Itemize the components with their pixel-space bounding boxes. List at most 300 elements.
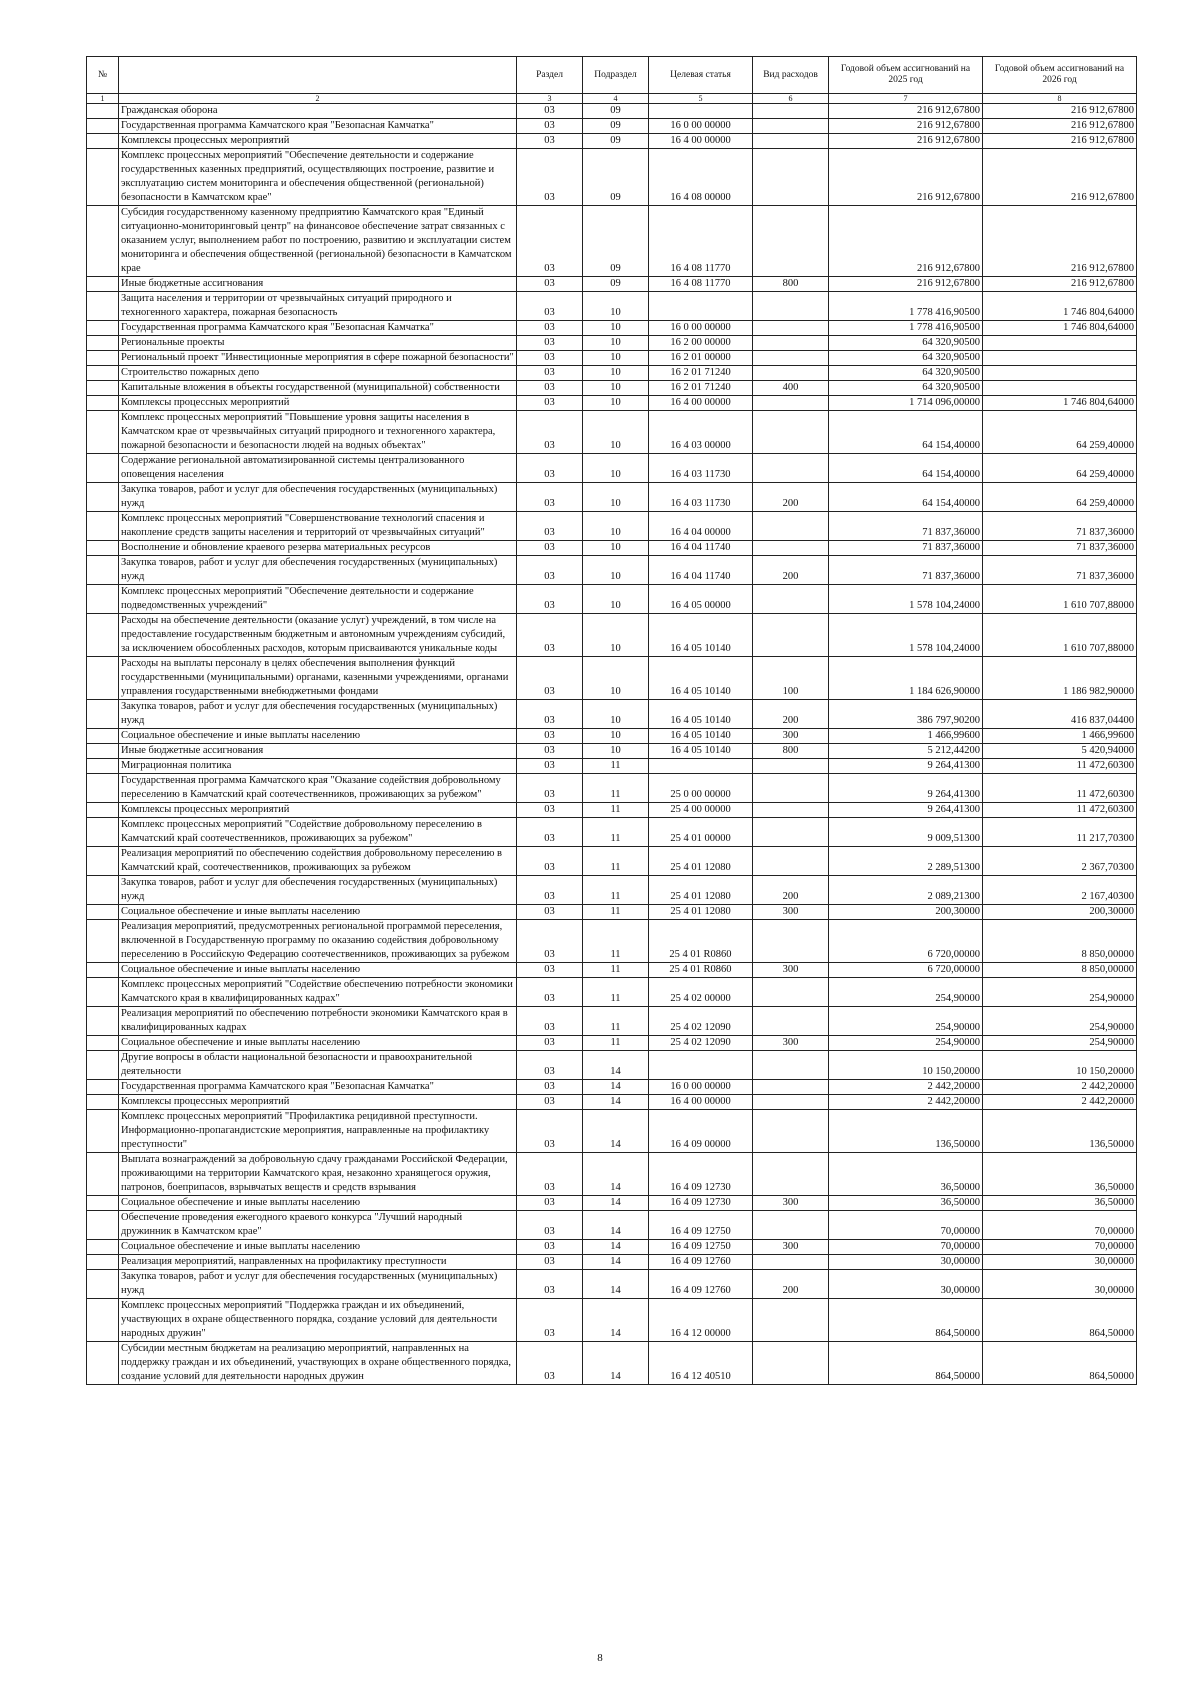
cell-podrazdel: 09 — [583, 134, 649, 149]
cell-name: Реализация мероприятий по обеспечению содействия добровольному переселению в Камчатский край, соотечественников, проживающих за рубежом — [119, 847, 517, 876]
cell-name: Социальное обеспечение и иные выплаты населению — [119, 1036, 517, 1051]
cell-name: Социальное обеспечение и иные выплаты населению — [119, 1240, 517, 1255]
cell-podrazdel: 11 — [583, 1036, 649, 1051]
cell-podrazdel: 10 — [583, 700, 649, 729]
cell-num — [87, 541, 119, 556]
cell-name: Закупка товаров, работ и услуг для обеспечения государственных (муниципальных) нужд — [119, 556, 517, 585]
cell-podrazdel: 09 — [583, 206, 649, 277]
table-row — [87, 556, 1137, 585]
cell-amount-2025: 1 578 104,24000 — [829, 614, 983, 657]
cell-num — [87, 454, 119, 483]
cell-podrazdel: 10 — [583, 541, 649, 556]
cell-expense-type — [753, 411, 829, 454]
cell-name: Региональные проекты — [119, 336, 517, 351]
table-body — [87, 104, 1137, 1385]
cell-podrazdel: 09 — [583, 104, 649, 119]
cell-podrazdel: 14 — [583, 1095, 649, 1110]
cell-amount-2025: 30,00000 — [829, 1255, 983, 1270]
table-row — [87, 206, 1137, 277]
cell-razdel: 03 — [517, 321, 583, 336]
cell-name: Закупка товаров, работ и услуг для обеспечения государственных (муниципальных) нужд — [119, 700, 517, 729]
cell-amount-2025: 9 009,51300 — [829, 818, 983, 847]
column-index: 5 — [649, 94, 753, 104]
cell-num — [87, 1153, 119, 1196]
cell-expense-type — [753, 149, 829, 206]
cell-amount-2026: 71 837,36000 — [983, 512, 1137, 541]
cell-amount-2025: 386 797,90200 — [829, 700, 983, 729]
cell-amount-2025: 254,90000 — [829, 1036, 983, 1051]
cell-expense-type — [753, 1342, 829, 1385]
cell-name: Государственная программа Камчатского края "Безопасная Камчатка" — [119, 119, 517, 134]
cell-amount-2025: 9 264,41300 — [829, 759, 983, 774]
cell-amount-2026: 30,00000 — [983, 1255, 1137, 1270]
cell-expense-type: 200 — [753, 1270, 829, 1299]
cell-amount-2025: 200,30000 — [829, 905, 983, 920]
cell-amount-2026: 71 837,36000 — [983, 541, 1137, 556]
cell-amount-2025: 64 154,40000 — [829, 411, 983, 454]
cell-razdel: 03 — [517, 1299, 583, 1342]
cell-amount-2026: 10 150,20000 — [983, 1051, 1137, 1080]
cell-target-article — [649, 759, 753, 774]
cell-amount-2025: 864,50000 — [829, 1299, 983, 1342]
cell-amount-2025: 71 837,36000 — [829, 541, 983, 556]
cell-target-article: 16 4 09 12750 — [649, 1240, 753, 1255]
cell-razdel: 03 — [517, 876, 583, 905]
cell-podrazdel: 11 — [583, 978, 649, 1007]
cell-amount-2025: 64 154,40000 — [829, 454, 983, 483]
cell-razdel: 03 — [517, 1255, 583, 1270]
cell-podrazdel: 11 — [583, 905, 649, 920]
header-name — [119, 57, 517, 94]
cell-razdel: 03 — [517, 512, 583, 541]
cell-amount-2025: 5 212,44200 — [829, 744, 983, 759]
cell-podrazdel: 14 — [583, 1240, 649, 1255]
cell-name: Выплата вознаграждений за добровольную сдачу гражданами Российской Федерации, проживающими на территории Камчатского края, незаконно хранящегося оружия, патронов, боеприпасов, взрывчатых веществ и средств взрывания — [119, 1153, 517, 1196]
cell-amount-2026: 216 912,67800 — [983, 277, 1137, 292]
cell-target-article: 16 4 05 10140 — [649, 744, 753, 759]
cell-amount-2026: 216 912,67800 — [983, 149, 1137, 206]
table-row — [87, 847, 1137, 876]
cell-num — [87, 411, 119, 454]
cell-amount-2026: 1 746 804,64000 — [983, 292, 1137, 321]
cell-target-article — [649, 1051, 753, 1080]
cell-expense-type — [753, 366, 829, 381]
cell-num — [87, 920, 119, 963]
cell-expense-type — [753, 1153, 829, 1196]
cell-name: Комплекс процессных мероприятий "Содействие обеспечению потребности экономики Камчатского края в квалифицированных кадрах" — [119, 978, 517, 1007]
cell-expense-type: 300 — [753, 1240, 829, 1255]
cell-name: Закупка товаров, работ и услуг для обеспечения государственных (муниципальных) нужд — [119, 1270, 517, 1299]
cell-num — [87, 351, 119, 366]
cell-amount-2026: 1 746 804,64000 — [983, 396, 1137, 411]
cell-razdel: 03 — [517, 351, 583, 366]
cell-expense-type — [753, 134, 829, 149]
cell-num — [87, 321, 119, 336]
cell-amount-2025: 64 320,90500 — [829, 381, 983, 396]
cell-expense-type: 300 — [753, 1196, 829, 1211]
cell-target-article: 16 4 08 11770 — [649, 206, 753, 277]
cell-amount-2026: 1 746 804,64000 — [983, 321, 1137, 336]
cell-name: Другие вопросы в области национальной безопасности и правоохранительной деятельности — [119, 1051, 517, 1080]
column-index: 1 — [87, 94, 119, 104]
cell-amount-2025: 70,00000 — [829, 1211, 983, 1240]
cell-num — [87, 206, 119, 277]
table-row — [87, 700, 1137, 729]
cell-expense-type — [753, 104, 829, 119]
cell-name: Гражданская оборона — [119, 104, 517, 119]
cell-target-article: 16 4 09 12760 — [649, 1270, 753, 1299]
cell-num — [87, 483, 119, 512]
cell-target-article: 16 4 12 40510 — [649, 1342, 753, 1385]
cell-amount-2025: 64 320,90500 — [829, 336, 983, 351]
table-row — [87, 818, 1137, 847]
cell-razdel: 03 — [517, 614, 583, 657]
cell-target-article: 16 4 04 00000 — [649, 512, 753, 541]
cell-expense-type: 800 — [753, 277, 829, 292]
cell-podrazdel: 11 — [583, 759, 649, 774]
cell-expense-type — [753, 1299, 829, 1342]
cell-amount-2026: 70,00000 — [983, 1211, 1137, 1240]
cell-target-article: 16 4 09 12730 — [649, 1196, 753, 1211]
cell-expense-type: 300 — [753, 905, 829, 920]
cell-num — [87, 803, 119, 818]
cell-num — [87, 1240, 119, 1255]
cell-expense-type — [753, 847, 829, 876]
cell-razdel: 03 — [517, 396, 583, 411]
cell-name: Закупка товаров, работ и услуг для обеспечения государственных (муниципальных) нужд — [119, 483, 517, 512]
cell-razdel: 03 — [517, 1095, 583, 1110]
cell-target-article: 16 4 04 11740 — [649, 541, 753, 556]
cell-razdel: 03 — [517, 277, 583, 292]
cell-num — [87, 381, 119, 396]
table-row — [87, 1080, 1137, 1095]
cell-expense-type: 200 — [753, 876, 829, 905]
table-row — [87, 1036, 1137, 1051]
cell-name: Строительство пожарных депо — [119, 366, 517, 381]
cell-podrazdel: 09 — [583, 277, 649, 292]
cell-podrazdel: 11 — [583, 803, 649, 818]
cell-name: Расходы на выплаты персоналу в целях обеспечения выполнения функций государственными (муниципальными) органами, казенными учреждениями, органами управления государственными внебюджетными фондами — [119, 657, 517, 700]
cell-target-article: 16 2 01 71240 — [649, 381, 753, 396]
cell-num — [87, 1036, 119, 1051]
cell-name: Комплексы процессных мероприятий — [119, 803, 517, 818]
cell-expense-type — [753, 803, 829, 818]
cell-amount-2025: 216 912,67800 — [829, 206, 983, 277]
cell-amount-2026: 2 167,40300 — [983, 876, 1137, 905]
cell-razdel: 03 — [517, 1110, 583, 1153]
cell-podrazdel: 14 — [583, 1080, 649, 1095]
cell-target-article: 16 4 05 10140 — [649, 614, 753, 657]
cell-amount-2026: 216 912,67800 — [983, 134, 1137, 149]
cell-target-article — [649, 292, 753, 321]
cell-amount-2025: 6 720,00000 — [829, 963, 983, 978]
cell-target-article: 16 4 05 10140 — [649, 729, 753, 744]
cell-razdel: 03 — [517, 381, 583, 396]
cell-expense-type — [753, 585, 829, 614]
cell-razdel: 03 — [517, 366, 583, 381]
cell-target-article: 16 4 08 00000 — [649, 149, 753, 206]
cell-amount-2026: 36,50000 — [983, 1196, 1137, 1211]
cell-expense-type: 300 — [753, 1036, 829, 1051]
cell-amount-2026: 64 259,40000 — [983, 411, 1137, 454]
cell-expense-type: 400 — [753, 381, 829, 396]
cell-num — [87, 336, 119, 351]
cell-name: Иные бюджетные ассигнования — [119, 277, 517, 292]
cell-num — [87, 1051, 119, 1080]
cell-podrazdel: 09 — [583, 119, 649, 134]
cell-amount-2026: 216 912,67800 — [983, 206, 1137, 277]
cell-num — [87, 104, 119, 119]
cell-amount-2025: 1 184 626,90000 — [829, 657, 983, 700]
cell-amount-2026: 64 259,40000 — [983, 483, 1137, 512]
cell-target-article: 25 4 02 12090 — [649, 1036, 753, 1051]
cell-podrazdel: 10 — [583, 351, 649, 366]
cell-name: Комплексы процессных мероприятий — [119, 1095, 517, 1110]
cell-expense-type — [753, 920, 829, 963]
cell-podrazdel: 10 — [583, 729, 649, 744]
cell-num — [87, 396, 119, 411]
cell-target-article: 16 2 01 71240 — [649, 366, 753, 381]
cell-razdel: 03 — [517, 729, 583, 744]
cell-num — [87, 277, 119, 292]
cell-podrazdel: 09 — [583, 149, 649, 206]
cell-target-article: 16 4 00 00000 — [649, 396, 753, 411]
cell-amount-2025: 254,90000 — [829, 978, 983, 1007]
cell-name: Государственная программа Камчатского края "Безопасная Камчатка" — [119, 1080, 517, 1095]
cell-amount-2026: 5 420,94000 — [983, 744, 1137, 759]
table-header-row — [87, 57, 1137, 94]
cell-amount-2026 — [983, 336, 1137, 351]
table-row — [87, 321, 1137, 336]
cell-expense-type — [753, 1080, 829, 1095]
cell-podrazdel: 11 — [583, 774, 649, 803]
cell-amount-2025: 2 089,21300 — [829, 876, 983, 905]
cell-num — [87, 905, 119, 920]
table-row — [87, 1007, 1137, 1036]
cell-amount-2025: 2 442,20000 — [829, 1080, 983, 1095]
cell-amount-2026: 11 472,60300 — [983, 759, 1137, 774]
cell-num — [87, 512, 119, 541]
cell-podrazdel: 14 — [583, 1211, 649, 1240]
cell-expense-type — [753, 818, 829, 847]
cell-podrazdel: 14 — [583, 1342, 649, 1385]
cell-razdel: 03 — [517, 963, 583, 978]
cell-amount-2026: 200,30000 — [983, 905, 1137, 920]
table-row — [87, 657, 1137, 700]
cell-num — [87, 774, 119, 803]
cell-podrazdel: 10 — [583, 614, 649, 657]
cell-name: Реализация мероприятий, предусмотренных региональной программой переселения, включенной в Государственную программу по оказанию содействия добровольному переселению в Российскую Федерацию соотечественников, проживающих за рубежом — [119, 920, 517, 963]
cell-razdel: 03 — [517, 104, 583, 119]
cell-razdel: 03 — [517, 759, 583, 774]
cell-amount-2025: 216 912,67800 — [829, 119, 983, 134]
column-index: 7 — [829, 94, 983, 104]
cell-name: Субсидия государственному казенному предприятию Камчатского края "Единый ситуационно-мониторинговый центр" на финансовое обеспечение затрат связанных с оказанием услуг, выполнением работ по построению, развитию и эксплуатации систем мониторинга и обеспечения общественной (региональной) безопасности в Камчатском крае — [119, 206, 517, 277]
table-row — [87, 134, 1137, 149]
table-row — [87, 336, 1137, 351]
cell-target-article: 16 4 12 00000 — [649, 1299, 753, 1342]
table-row — [87, 614, 1137, 657]
cell-podrazdel: 14 — [583, 1270, 649, 1299]
cell-num — [87, 744, 119, 759]
cell-amount-2025: 71 837,36000 — [829, 556, 983, 585]
cell-amount-2026: 254,90000 — [983, 1007, 1137, 1036]
table-row — [87, 978, 1137, 1007]
cell-target-article: 16 4 09 12750 — [649, 1211, 753, 1240]
cell-num — [87, 1255, 119, 1270]
cell-amount-2025: 216 912,67800 — [829, 104, 983, 119]
cell-amount-2025: 70,00000 — [829, 1240, 983, 1255]
cell-name: Комплекс процессных мероприятий "Профилактика рецидивной преступности. Информационно-пропагандистские мероприятия, направленные на профилактику преступности" — [119, 1110, 517, 1153]
cell-podrazdel: 10 — [583, 556, 649, 585]
cell-amount-2025: 2 442,20000 — [829, 1095, 983, 1110]
cell-podrazdel: 14 — [583, 1110, 649, 1153]
cell-amount-2026: 8 850,00000 — [983, 963, 1137, 978]
table-row — [87, 1153, 1137, 1196]
cell-amount-2026: 11 217,70300 — [983, 818, 1137, 847]
cell-name: Социальное обеспечение и иные выплаты населению — [119, 1196, 517, 1211]
cell-podrazdel: 10 — [583, 744, 649, 759]
table-row — [87, 585, 1137, 614]
cell-podrazdel: 14 — [583, 1196, 649, 1211]
cell-name: Закупка товаров, работ и услуг для обеспечения государственных (муниципальных) нужд — [119, 876, 517, 905]
cell-podrazdel: 11 — [583, 920, 649, 963]
cell-target-article: 16 4 03 00000 — [649, 411, 753, 454]
cell-num — [87, 1270, 119, 1299]
cell-name: Реализация мероприятий по обеспечению потребности экономики Камчатского края в квалифицированных кадрах — [119, 1007, 517, 1036]
cell-expense-type — [753, 759, 829, 774]
cell-razdel: 03 — [517, 920, 583, 963]
cell-podrazdel: 11 — [583, 818, 649, 847]
cell-expense-type: 100 — [753, 657, 829, 700]
cell-podrazdel: 10 — [583, 585, 649, 614]
cell-num — [87, 847, 119, 876]
cell-razdel: 03 — [517, 978, 583, 1007]
cell-podrazdel: 11 — [583, 1007, 649, 1036]
header-2026: Годовой объем ассигнований на 2026 год — [983, 57, 1137, 94]
cell-expense-type: 200 — [753, 700, 829, 729]
cell-target-article: 25 4 00 00000 — [649, 803, 753, 818]
cell-num — [87, 614, 119, 657]
table-row — [87, 963, 1137, 978]
cell-podrazdel: 10 — [583, 512, 649, 541]
cell-amount-2025: 30,00000 — [829, 1270, 983, 1299]
cell-amount-2026: 71 837,36000 — [983, 556, 1137, 585]
table-row — [87, 1211, 1137, 1240]
cell-num — [87, 134, 119, 149]
cell-expense-type: 200 — [753, 483, 829, 512]
cell-name: Миграционная политика — [119, 759, 517, 774]
cell-num — [87, 759, 119, 774]
cell-podrazdel: 10 — [583, 657, 649, 700]
cell-target-article: 25 4 01 12080 — [649, 876, 753, 905]
cell-target-article: 16 0 00 00000 — [649, 1080, 753, 1095]
cell-target-article: 25 4 02 00000 — [649, 978, 753, 1007]
cell-num — [87, 1007, 119, 1036]
cell-expense-type — [753, 1007, 829, 1036]
cell-target-article: 25 0 00 00000 — [649, 774, 753, 803]
cell-podrazdel: 11 — [583, 847, 649, 876]
table-row — [87, 1095, 1137, 1110]
cell-target-article: 25 4 01 00000 — [649, 818, 753, 847]
cell-name: Региональный проект "Инвестиционные мероприятия в сфере пожарной безопасности" — [119, 351, 517, 366]
table-row — [87, 292, 1137, 321]
cell-razdel: 03 — [517, 657, 583, 700]
cell-amount-2025: 864,50000 — [829, 1342, 983, 1385]
cell-num — [87, 729, 119, 744]
cell-name: Восполнение и обновление краевого резерва материальных ресурсов — [119, 541, 517, 556]
cell-expense-type — [753, 1095, 829, 1110]
cell-num — [87, 585, 119, 614]
table-row — [87, 803, 1137, 818]
cell-razdel: 03 — [517, 336, 583, 351]
cell-target-article: 16 0 00 00000 — [649, 119, 753, 134]
cell-expense-type — [753, 1255, 829, 1270]
cell-amount-2026: 254,90000 — [983, 1036, 1137, 1051]
page-number: 8 — [597, 1652, 603, 1664]
cell-razdel: 03 — [517, 454, 583, 483]
table-row — [87, 1342, 1137, 1385]
cell-amount-2025: 2 289,51300 — [829, 847, 983, 876]
cell-target-article: 16 4 05 10140 — [649, 657, 753, 700]
cell-amount-2025: 9 264,41300 — [829, 774, 983, 803]
cell-razdel: 03 — [517, 1036, 583, 1051]
cell-razdel: 03 — [517, 1240, 583, 1255]
cell-target-article: 16 4 03 11730 — [649, 454, 753, 483]
cell-num — [87, 700, 119, 729]
cell-razdel: 03 — [517, 700, 583, 729]
cell-amount-2025: 254,90000 — [829, 1007, 983, 1036]
cell-name: Капитальные вложения в объекты государственной (муниципальной) собственности — [119, 381, 517, 396]
cell-amount-2025: 216 912,67800 — [829, 277, 983, 292]
cell-podrazdel: 14 — [583, 1051, 649, 1080]
cell-target-article: 16 4 09 12760 — [649, 1255, 753, 1270]
cell-podrazdel: 10 — [583, 366, 649, 381]
cell-razdel: 03 — [517, 1196, 583, 1211]
cell-amount-2026: 864,50000 — [983, 1299, 1137, 1342]
cell-amount-2026: 8 850,00000 — [983, 920, 1137, 963]
cell-name: Комплекс процессных мероприятий "Повышение уровня защиты населения в Камчатском крае от чрезвычайных ситуаций природного и техногенного характера, пожарной безопасности и безопасности людей на водных объектах" — [119, 411, 517, 454]
table-row — [87, 1240, 1137, 1255]
cell-podrazdel: 10 — [583, 454, 649, 483]
cell-expense-type: 800 — [753, 744, 829, 759]
cell-razdel: 03 — [517, 541, 583, 556]
cell-razdel: 03 — [517, 847, 583, 876]
table-row — [87, 1196, 1137, 1211]
cell-name: Социальное обеспечение и иные выплаты населению — [119, 729, 517, 744]
table-row — [87, 411, 1137, 454]
cell-amount-2025: 64 154,40000 — [829, 483, 983, 512]
cell-target-article: 16 4 09 12730 — [649, 1153, 753, 1196]
cell-expense-type: 200 — [753, 556, 829, 585]
cell-num — [87, 556, 119, 585]
cell-amount-2026: 216 912,67800 — [983, 119, 1137, 134]
cell-amount-2026: 11 472,60300 — [983, 774, 1137, 803]
cell-amount-2025: 64 320,90500 — [829, 366, 983, 381]
cell-razdel: 03 — [517, 1007, 583, 1036]
table-row — [87, 1299, 1137, 1342]
cell-expense-type — [753, 206, 829, 277]
cell-amount-2026 — [983, 381, 1137, 396]
table-row — [87, 1110, 1137, 1153]
cell-amount-2025: 1 778 416,90500 — [829, 321, 983, 336]
cell-num — [87, 978, 119, 1007]
table-row — [87, 277, 1137, 292]
table-row — [87, 541, 1137, 556]
cell-num — [87, 1080, 119, 1095]
cell-razdel: 03 — [517, 774, 583, 803]
cell-target-article: 16 4 09 00000 — [649, 1110, 753, 1153]
